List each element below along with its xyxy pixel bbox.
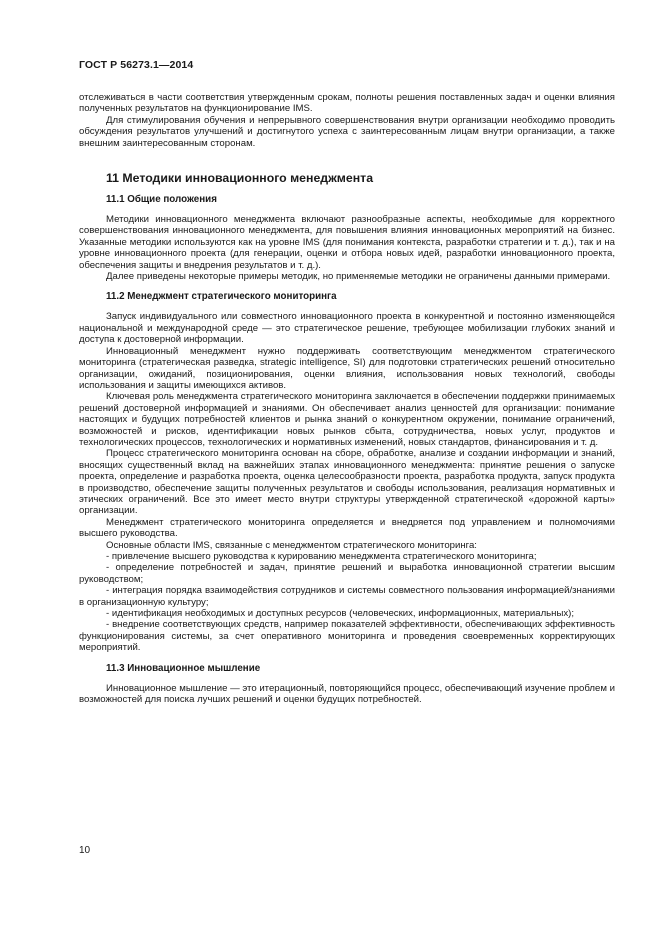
section-11-1-paragraph: Далее приведены некоторые примеры методик, но применяемые методики не ограничены данными примерами. xyxy=(106,271,611,283)
section-11-2-paragraph: Основные области IMS, связанные с менеджментом стратегического мониторинга: xyxy=(106,539,477,551)
list-item: - внедрение соответствующих средств, например показателей эффективности, обеспечивающих эффективность функционирования системы, за счет оперативного мониторинга и проведения своевременных корректирующих мероприятий. xyxy=(79,619,615,654)
section-11-2-paragraph: Менеджмент стратегического мониторинга определяется и внедряется под управлением и полномочиями высшего руководства. xyxy=(79,516,615,540)
intro-paragraph-1: отслеживаться в части соответствия утвержденным срокам, полноты решения поставленных задач и оценки влияния полученных результатов на функционирование IMS. xyxy=(79,92,615,115)
section-11-2-paragraph: Ключевая роль менеджмента стратегического мониторинга заключается в обеспечении поддержки принимаемых решений достоверной информацией и знаниями. Он обеспечивает анализ ценностей для организации: понимание настоящих и будущих потребностей клиентов и рынка знаний о конкурентном окружении, понимание ограничений, возможностей и рисков, идентификации новых рынков сбыта, сотрудничества, новых услуг, продуктов и технологических процессов, технологических и нормативных изменений, новых стандартов, финансирования и т. д. xyxy=(79,391,615,448)
section-11-1-heading: 11.1 Общие положения xyxy=(106,194,217,206)
section-11-1-paragraph: Методики инновационного менеджмента включают разнообразные аспекты, необходимые для корректного совершенствования инновационного менеджмента, для повышения влияния инновационных мероприятий на бизнес. Указанные методики используются как на уровне IMS (для понимания контекста, разработки стратегии и т. д.), так и на уровне инновационного проекта (для генерации, оценки и отбора новых идей, разработки инновационного проекта, обеспечения защиты и внедрения результатов и т. д.). xyxy=(79,214,615,271)
section-11-2-paragraph: Инновационный менеджмент нужно поддерживать соответствующим менеджментом стратегического мониторинга (стратегическая разведка, strategic intelligence, SI) для подготовки стратегических решений относительно организации, ожиданий, позиционирования, оценки влияния, использования новых технологий, свободы использования и защиты имеющихся активов. xyxy=(79,345,615,391)
list-item: - идентификация необходимых и доступных ресурсов (человеческих, информационных, материальных); xyxy=(106,608,575,620)
section-11-2-heading: 11.2 Менеджмент стратегического мониторинга xyxy=(106,291,337,303)
list-item: - определение потребностей и задач, принятие решений и выработка инновационной стратегии высшим руководством; xyxy=(79,562,615,585)
intro-paragraph-2: Для стимулирования обучения и непрерывного совершенствования внутри организации необходимо проводить обсуждения результатов улучшений и достигнутого успеха с заинтересованным лицам внутри организации, а также внешним заинтересованным сторонам. xyxy=(79,114,615,149)
list-item: - интеграция порядка взаимодействия сотрудников и системы совместного пользования информацией/знаниями в организационную культуру; xyxy=(79,585,615,608)
page-number: 10 xyxy=(79,845,91,856)
section-11-3-paragraph: Инновационное мышление — это итерационный, повторяющийся процесс, обеспечивающий изучение проблем и возможностей для поиска лучших решений и оценки будущих потребностей. xyxy=(79,682,615,706)
document-header: ГОСТ Р 56273.1—2014 xyxy=(79,59,194,71)
section-11-3-heading: 11.3 Инновационное мышление xyxy=(106,662,261,674)
section-11-2-paragraph: Запуск индивидуального или совместного инновационного проекта в конкурентной и постоянно изменяющейся национальной и международной среде — это стратегическое решение, требующее мобилизации глубоких знаний и доступа к достоверной информации. xyxy=(79,311,615,346)
section-11-2-paragraph: Процесс стратегического мониторинга основан на сборе, обработке, анализе и создании информации и знаний, вносящих существенный вклад на важнейших этапах инновационного менеджмента: принятие решения о запуске проекта, определение и разработка проекта, оценка целесообразности проекта, разработка продукта, запуск продукта в производство, обеспечение защиты полученных результатов и свободы использования, реализация нормативных и этических ограничений. Все это имеет место внутри структуры утвержденной стратегической «дорожной карты» организации. xyxy=(79,448,615,517)
list-item: - привлечение высшего руководства к курированию менеджмента стратегического мониторинга; xyxy=(106,551,537,562)
document-body xyxy=(79,92,615,705)
section-11-heading: 11 Методики инновационного менеджмента xyxy=(106,171,374,186)
